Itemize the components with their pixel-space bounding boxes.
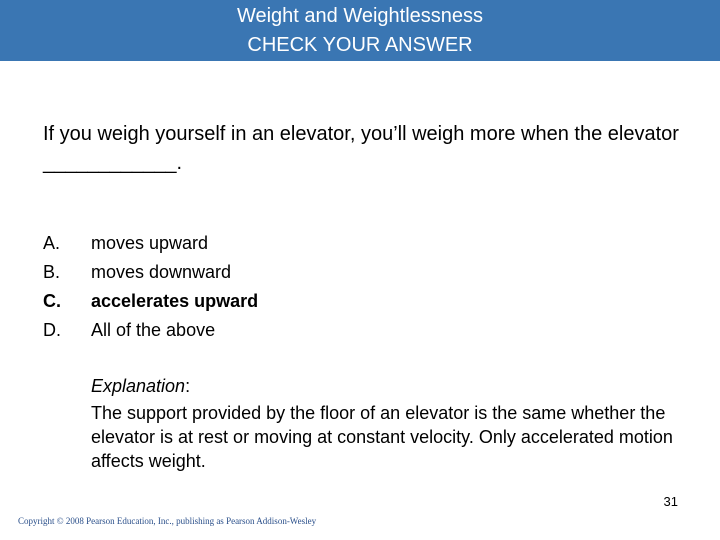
option-letter: C. [43,291,61,311]
explanation-body: The support provided by the floor of an elevator is the same whether the elevator is at rest or moving at constant velocity. Only accelerated motion affects weight. [91,403,673,471]
copyright-notice: Copyright © 2008 Pearson Education, Inc., publishing as Pearson Addison-Wesley [18,516,317,526]
question-text: If you weigh yourself in an elevator, you’ll weigh more when the elevator ____________. [43,123,679,174]
option-letter: D. [43,320,61,340]
option-text: moves downward [91,262,232,282]
option-text: accelerates upward [91,291,259,311]
explanation-label: Explanation [91,376,186,396]
explanation-block [91,372,691,473]
option-text: All of the above [91,320,216,340]
slide-title: Weight and Weightlessness [236,5,484,27]
slide-subtitle: CHECK YOUR ANSWER [247,34,473,56]
option-letter: A. [43,233,61,253]
slide-number: 31 [663,494,678,509]
explanation-colon: : [185,376,191,396]
explanation-heading [91,372,691,401]
title-bar [0,0,720,61]
option-letter: B. [43,262,61,282]
option-text: moves upward [91,233,209,253]
